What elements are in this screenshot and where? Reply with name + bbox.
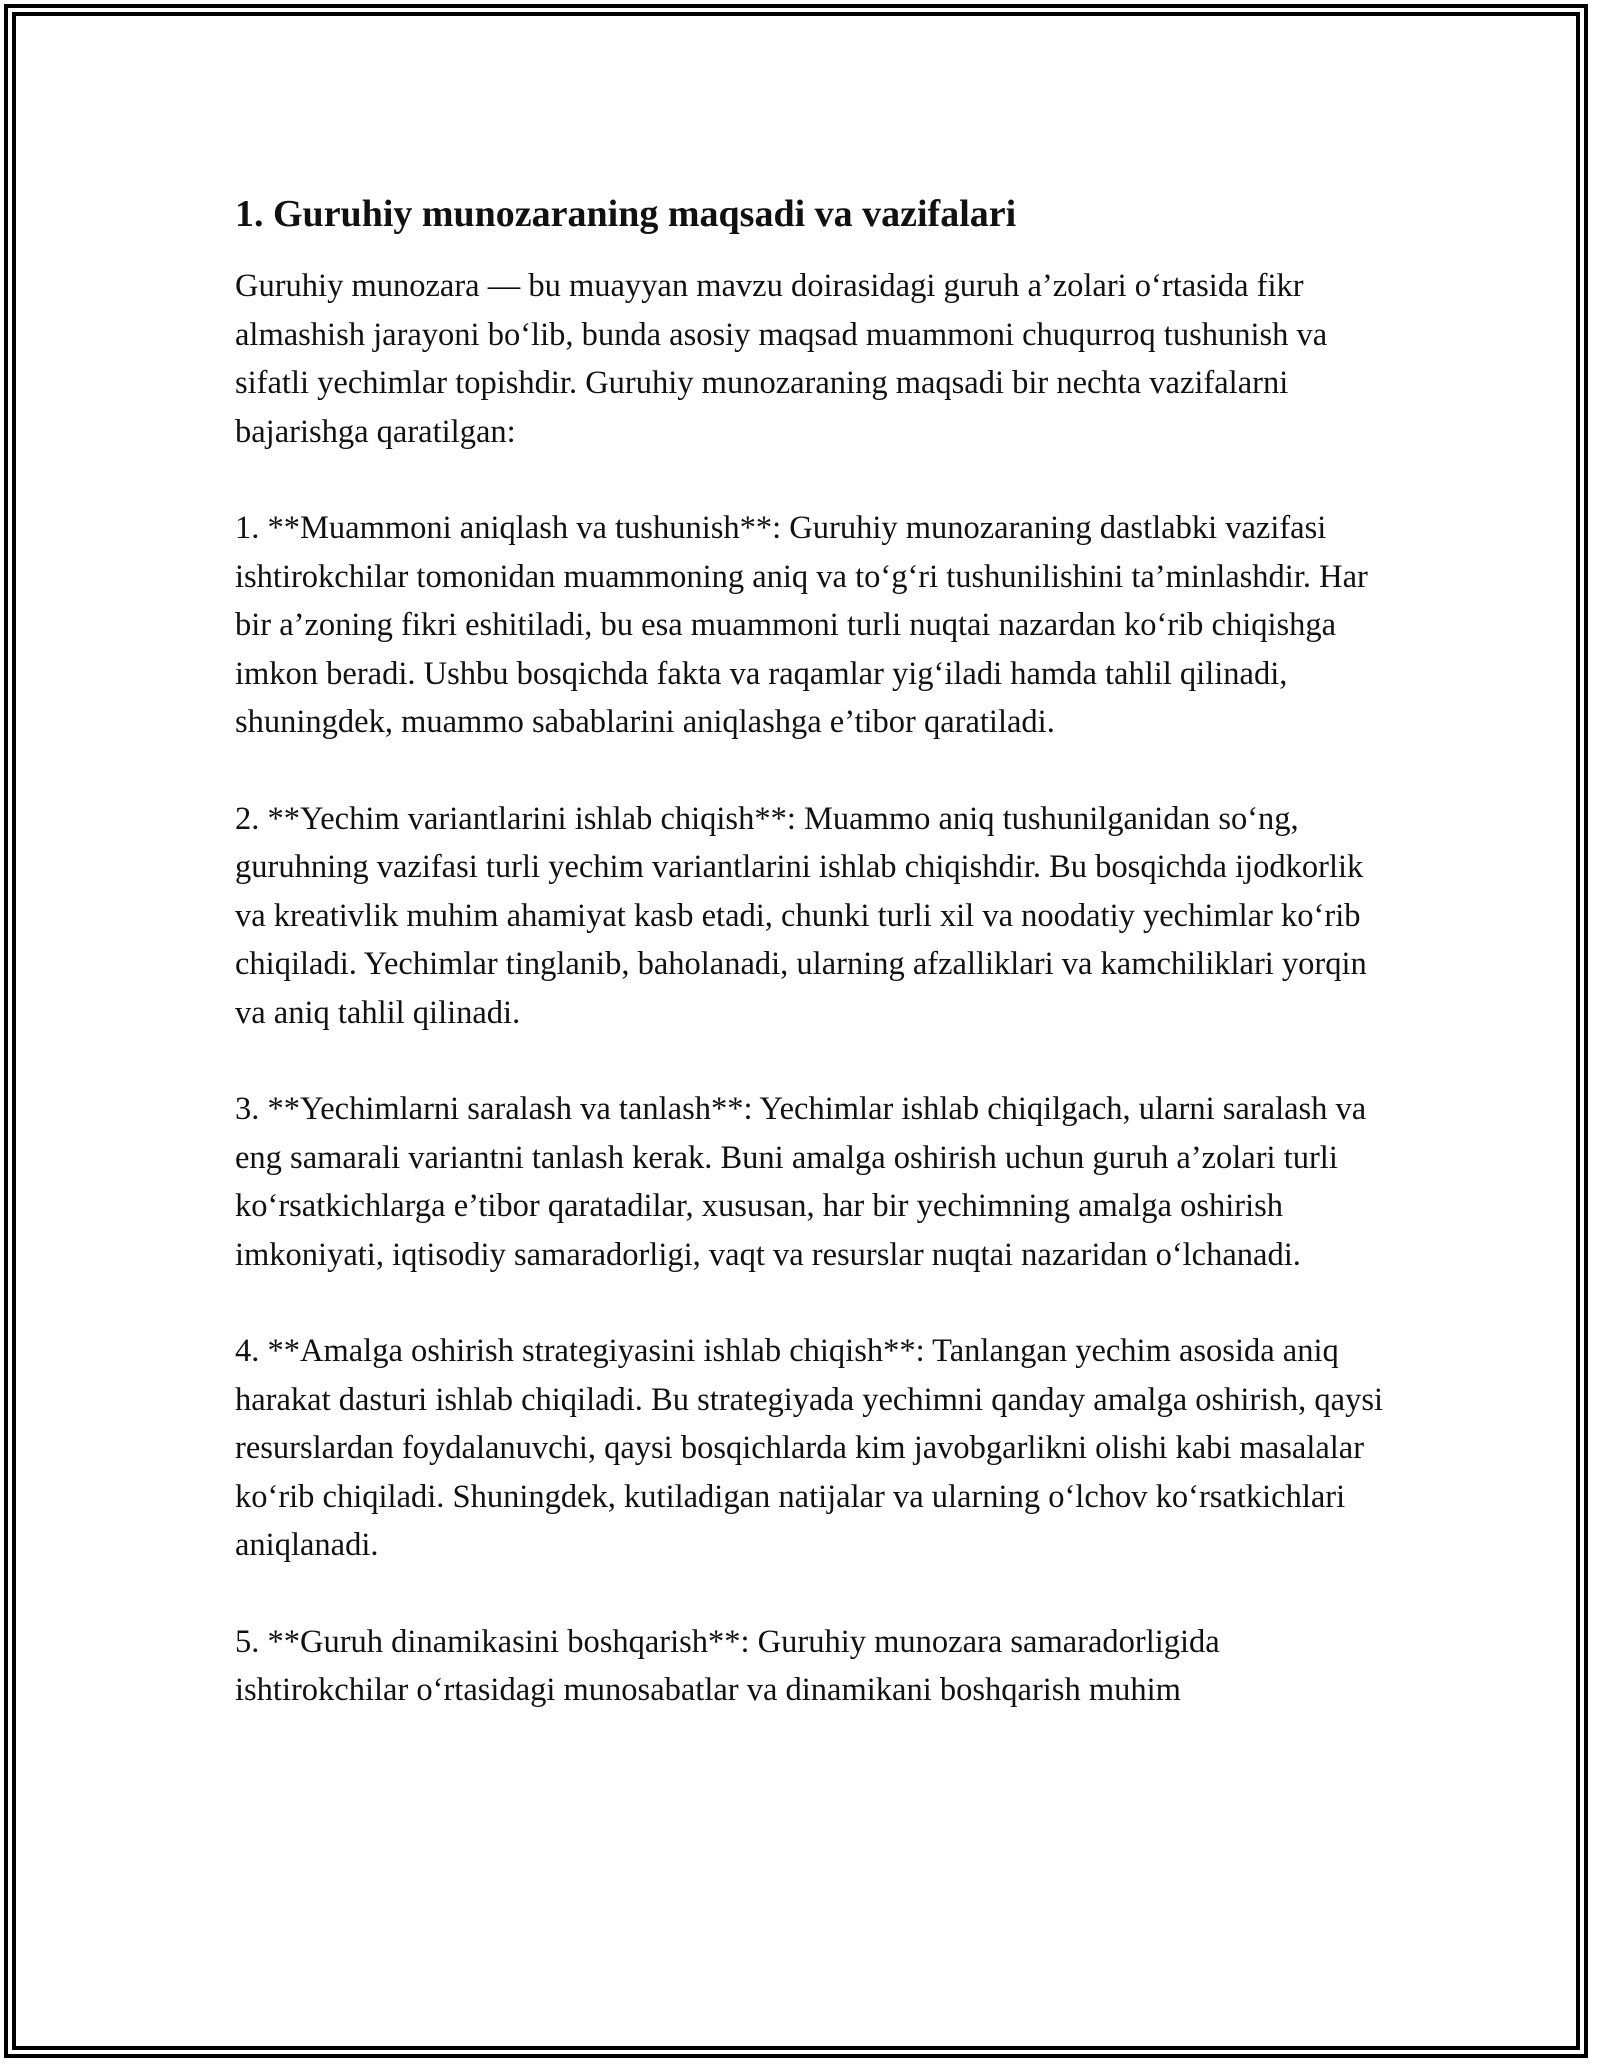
list-item-1: 1. **Muammoni aniqlash va tushunish**: Guruhiy munozaraning dastlabki vazifasi ishtirokchilar tomonidan muammoning aniq va to‘g‘ri tushunilishini ta’minlashdir. Har bir a’zoning fikri eshitiladi, bu esa muammoni turli nuqtai nazardan ko‘rib chiqishga imkon beradi. Ushbu bosqichda fakta va raqamlar yig‘iladi hamda tahlil qilinadi, shuningdek, muammo sabablarini aniqlashga e’tibor qaratiladi. bbox=[235, 510, 1368, 740]
list-item-4: 4. **Amalga oshirish strategiyasini ishlab chiqish**: Tanlangan yechim asosida aniq harakat dasturi ishlab chiqiladi. Bu strategiyada yechimni qanday amalga oshirish, qaysi resurslardan foydalanuvchi, qaysi bosqichlarda kim javobgarlikni olishi kabi masalalar ko‘rib chiqiladi. Shuningdek, kutiladigan natijalar va ularning o‘lchov ko‘rsatkichlari aniqlanadi. bbox=[235, 1333, 1384, 1563]
list-item-5: 5. **Guruh dinamikasini boshqarish**: Guruhiy munozara samaradorligida ishtirokchilar o‘rtasidagi munosabatlar va dinamikani boshqarish muhim bbox=[235, 1623, 1220, 1708]
document-body bbox=[235, 188, 1385, 1763]
list-item-3: 3. **Yechimlarni saralash va tanlash**: Yechimlar ishlab chiqilgach, ularni saralash va eng samarali variantni tanlash kerak. Buni amalga oshirish uchun guruh a’zolari turli ko‘rsatkichlarga e’tibor qaratadilar, xususan, har bir yechimning amalga oshirish imkoniyati, iqtisodiy samaradorligi, vaqt va resurslar nuqtai nazaridan o‘lchanadi. bbox=[235, 1091, 1367, 1273]
list-item-2: 2. **Yechim variantlarini ishlab chiqish**: Muammo aniq tushunilganidan so‘ng, guruhning vazifasi turli yechim variantlarini ishlab chiqishdir. Bu bosqichda ijodkorlik va kreativlik muhim ahamiyat kasb etadi, chunki turli xil va noodatiy yechimlar ko‘rib chiqiladi. Yechimlar tinglanib, baholanadi, ularning afzalliklari va kamchiliklari yorqin va aniq tahlil qilinadi. bbox=[235, 800, 1367, 1031]
intro-paragraph: Guruhiy munozara — bu muayyan mavzu doirasidagi guruh a’zolari o‘rtasida fikr almashish jarayoni bo‘lib, bunda asosiy maqsad muammoni chuqurroq tushunish va sifatli yechimlar topishdir. Guruhiy munozaraning maqsadi bir nechta vazifalarni bajarishga qaratilgan: bbox=[235, 268, 1328, 450]
section-heading: 1. Guruhiy munozaraning maqsadi va vazifalari bbox=[235, 193, 1017, 235]
